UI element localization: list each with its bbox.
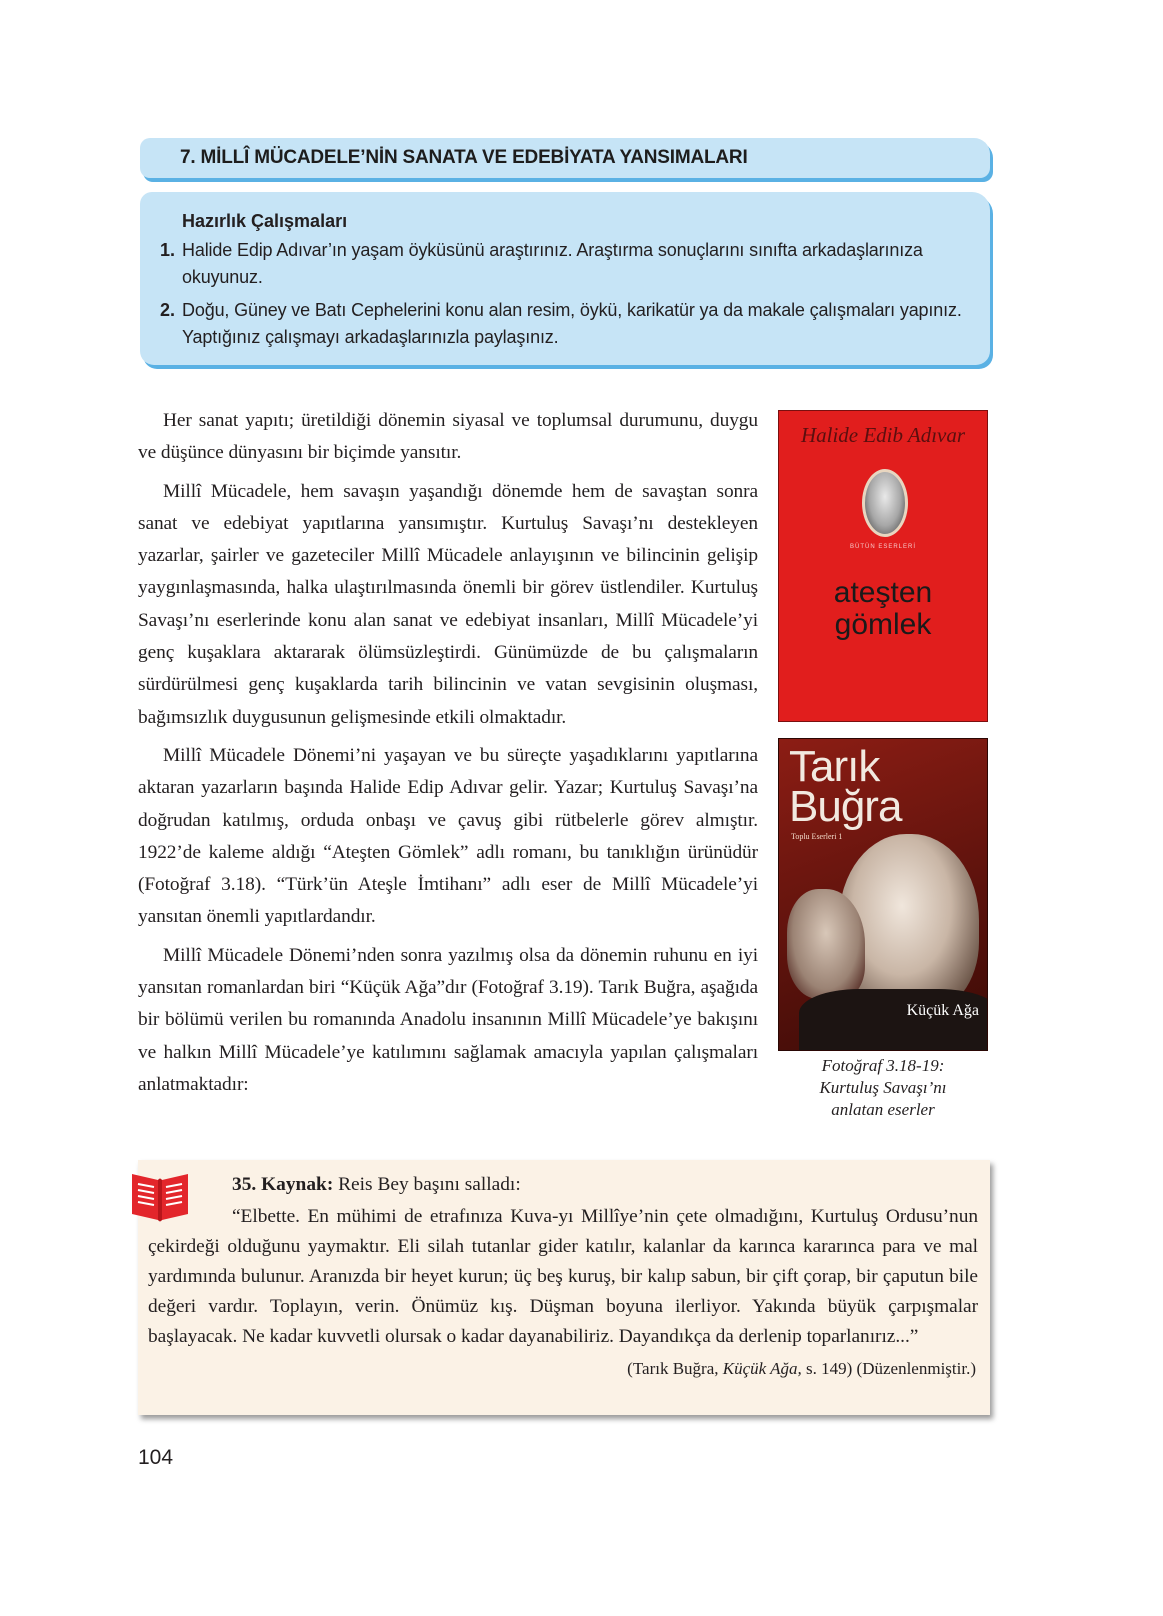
cover-title: Küçük Ağa: [906, 1002, 979, 1019]
citation-prefix: (Tarık Buğra,: [627, 1359, 723, 1378]
source-label: 35. Kaynak:: [232, 1174, 334, 1195]
body-paragraph: Millî Mücadele Dönemi’ni yaşayan ve bu süreçte yaşadıklarını yapıtlarına aktaran yazarların başında Halide Edip Adıvar gelir. Yazar; Kurtuluş Savaşı’na doğrudan katılmış, orduda onbaşı ve çavuş gibi rütbelerle görev almıştır. 1922’de kaleme aldığı “Ateşten Gömlek” adlı romanı, bu tanıklığın ürünüdür (Fotoğraf 3.18). “Türk’ün Ateşle İmtihanı” adlı eser de Millî Mücadele’yi yansıtan önemli yapıtlardandır.: [138, 744, 758, 928]
cover-title-line: ateşten: [833, 576, 933, 609]
source-box: [138, 1160, 990, 1415]
caption-line: Kurtuluş Savaşı’nı: [819, 1078, 947, 1097]
cover-series: Toplu Eserleri 1: [791, 832, 843, 841]
author-portrait-image: [862, 469, 908, 537]
caption-line: Fotoğraf 3.18-19:: [821, 1056, 945, 1075]
caption-line: anlatan eserler: [831, 1100, 935, 1119]
book-icon: [130, 1168, 190, 1224]
preparation-title: Hazırlık Çalışmaları: [182, 211, 348, 231]
source-citation: [148, 1356, 978, 1382]
book-cover-kucuk-aga: [778, 738, 988, 1051]
cover-author-line: Buğra: [789, 782, 902, 831]
photo-caption: [778, 1055, 988, 1121]
source-quote: “Elbette. En mühimi de etrafınıza Kuva-yı Millîye’nin çete olmadığını, Kurtuluş Ordusu’nun çekirdeği olduğunu yaymaktır. Eli silah tutanlar gider katılır, kalanlar da karınca kararınca para ve mal yardımında bulunur. Aranızda bir heyet kurun; üç beş kuruş, bir kalıp sabun, bir çift çorap, bir çaputun bile değeri vardır. Toplayın, verin. Önümüz kış. Düşman boyuna ilerliyor. Yakında büyük çarpışmalar başlayacak. Ne kadar kuvvetli olursak o kadar dayanabiliriz. Dayandıkça da derlenip toparlanırız...”: [148, 1206, 978, 1347]
source-heading: [232, 1170, 978, 1200]
body-paragraph: Millî Mücadele, hem savaşın yaşandığı dönemde hem de savaştan sonra sanat ve edebiyat yapıtlarına yansımıştır. Kurtuluş Savaşı’nı destekleyen yazarlar, şairler ve gazeteciler Millî Mücadele anlayışının ve bilincinin gelişip yaygınlaşmasında, halka ulaştırılmasında önemli bir görev üstlendiler. Kurtuluş Savaşı’nı eserlerinde konu alan sanat ve edebiyat insanları, Millî Mücadele’yi genç kuşaklara aktararak ölümsüzleştirdi. Günümüzde de bu çalışmaların sürdürülmesi genç kuşaklarda tarih bilincinin ve vatan sevgisinin oluşması, bağımsızlık duygusunun gelişmesinde etkili olmaktadır.: [138, 480, 758, 728]
source-lead: Reis Bey başını salladı:: [333, 1174, 521, 1195]
cover-author-line: Tarık: [789, 742, 880, 791]
preparation-item-text: Doğu, Güney ve Batı Cephelerini konu alan resim, öykü, karikatür ya da makale çalışmaları yapınız. Yaptığınız çalışmayı arkadaşlarınızla paylaşınız.: [182, 300, 962, 347]
cover-title-line: gömlek: [834, 608, 932, 641]
preparation-item-number: 2.: [160, 300, 176, 320]
citation-book-title: Küçük Ağa,: [722, 1359, 802, 1378]
page-number: 104: [138, 1446, 174, 1469]
body-paragraph: Her sanat yapıtı; üretildiği dönemin siyasal ve toplumsal durumunu, duygu ve düşünce dünyasını bir biçimde yansıtır.: [138, 410, 758, 464]
section-title: 7. MİLLÎ MÜCADELE’NİN SANATA VE EDEBİYATA YANSIMALARI: [140, 138, 990, 178]
body-paragraph: Millî Mücadele Dönemi’nden sonra yazılmış olsa da dönemin ruhunu en iyi yansıtan romanlardan biri “Küçük Ağa”dır (Fotoğraf 3.19). Tarık Buğra, aşağıda bir bölümü verilen bu romanında Anadolu insanının Millî Mücadele’ye bakışını ve halkın Millî Mücadele’ye katılımını sağlamak amacıyla yapılan çalışmaları anlatmaktadır:: [138, 944, 758, 1095]
author-photo-suit: [799, 989, 988, 1051]
cover-series: BÜTÜN ESERLERİ: [849, 544, 916, 550]
cover-title: [779, 577, 987, 641]
preparation-item-number: 1.: [160, 240, 176, 260]
preparation-item: [160, 297, 968, 351]
author-photo-hand: [787, 889, 865, 999]
preparation-item-text: Halide Edip Adıvar’ın yaşam öyküsünü araştırınız. Araştırma sonuçlarını sınıfta arkadaşlarınıza okuyunuz.: [182, 240, 923, 287]
preparation-item: [160, 237, 968, 291]
preparation-box: [140, 192, 990, 365]
book-cover-atesten-gomlek: [778, 410, 988, 722]
cover-author: [789, 742, 979, 831]
cover-author: Halide Edib Adıvar: [800, 423, 966, 447]
body-text: [138, 405, 758, 1107]
citation-suffix: s. 149) (Düzenlenmiştir.): [801, 1359, 976, 1378]
